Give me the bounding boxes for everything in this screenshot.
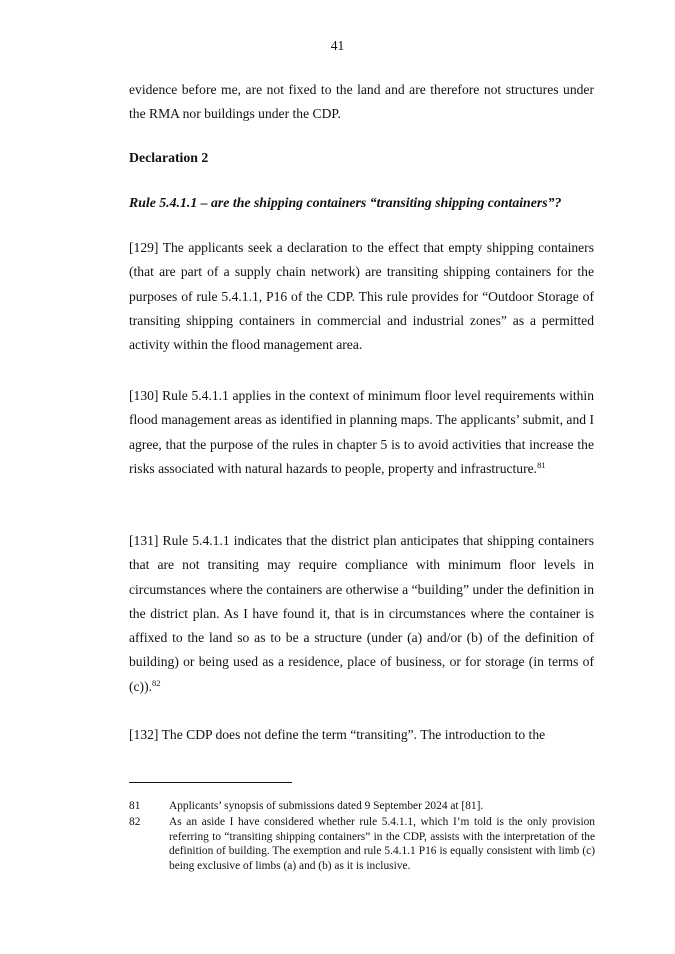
footnote-separator [129, 782, 292, 783]
footnote-text: As an aside I have considered whether rule 5.4.1.1, which I’m told is the only provision referring to “transiting shipping containers” in the CDP, assists with the interpretation of the definition of building. The exemption and rule 5.4.1.1 P16 is equally consistent with limb (c) being exclusive of limbs (a) and (b) as it is inclusive. [169, 816, 595, 872]
section-heading-declaration: Declaration 2 [129, 150, 209, 165]
paragraph-text: evidence before me, are not fixed to the land and are therefore not structures under the RMA nor buildings under the CDP. [129, 82, 594, 122]
paragraph-text: [132] The CDP does not define the term “transiting”. The introduction to the [129, 727, 546, 742]
footnote-82 [129, 815, 595, 873]
subheading-rule: Rule 5.4.1.1 – are the shipping containers “transiting shipping containers”? [129, 195, 562, 210]
paragraph-body: [130] Rule 5.4.1.1 applies in the context of minimum floor level requirements within flood management areas as identified in planning maps. The applicants’ submit, and I agree, that the purpose of the rules in chapter 5 is to avoid activities that increase the risks associated with natural hazards to people, property and infrastructure. [129, 388, 594, 476]
paragraph-text [129, 384, 594, 481]
paragraph-text [129, 529, 594, 699]
paragraph-130 [129, 384, 594, 481]
paragraph-129 [129, 236, 594, 357]
page-number: 41 [330, 38, 345, 53]
footnote-reference-81[interactable]: 81 [537, 459, 546, 470]
paragraph-continuation [129, 78, 594, 127]
paragraph-body: [131] Rule 5.4.1.1 indicates that the district plan anticipates that shipping containers that are not transiting may require compliance with minimum floor levels in circumstances where the containers are otherwise a “building” under the definition in the district plan. As I have found it, that is in circumstances where the container is affixed to the land so as to be a structure (under (a) and/or (b) of the definition of building) or being used as a residence, place of business, or for storage (in terms of (c)). [129, 533, 594, 694]
footnote-number: 82 [129, 816, 141, 828]
paragraph-131 [129, 529, 594, 699]
footnote-text: Applicants’ synopsis of submissions dated 9 September 2024 at [81]. [169, 800, 484, 812]
paragraph-text: [129] The applicants seek a declaration to the effect that empty shipping containers (that are part of a supply chain network) are transiting shipping containers for the purposes of rule 5.4.1.1, P16 of the CDP. This rule provides for “Outdoor Storage of transiting shipping containers in commercial and industrial zones” as a permitted activity within the flood management area. [129, 240, 594, 353]
footnote-number: 81 [129, 800, 141, 812]
footnote-81 [129, 799, 595, 814]
footnote-reference-82[interactable]: 82 [152, 677, 161, 688]
paragraph-132 [129, 723, 594, 747]
